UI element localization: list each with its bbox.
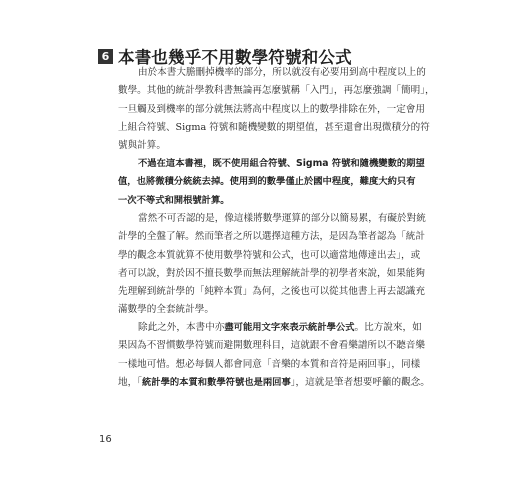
text-line — [118, 319, 422, 337]
text-line: 值，也將微積分統統去掉。使用到的數學僅止於國中程度，難度大約只有 — [118, 176, 416, 188]
text-segment: 」，這就是筆者想要呼籲的觀念。 — [290, 376, 430, 388]
paragraph-4 — [118, 319, 430, 392]
text-line: 滿數學的全套統計學。 — [118, 304, 214, 316]
text-line: 上組合符號、Sigma 符號和隨機變數的期望值，甚至還會出現微積分的符 — [118, 121, 430, 133]
text-line: 不過在這本書裡，既不使用組合符號、Sigma 符號和隨機變數的期望 — [138, 158, 425, 169]
paragraph-1 — [118, 64, 435, 155]
text-line: 一旦觸及到機率的部分就無法將高中程度以上的數學排除在外，一定會用 — [118, 103, 425, 115]
text-line: 一次不等式和開根號計算。 — [118, 194, 230, 206]
page-number: 16 — [99, 434, 112, 445]
section-number-badge: 6 — [98, 49, 113, 64]
section-title: 本書也幾乎不用數學符號和公式 — [118, 48, 352, 67]
text-segment: 。比方說來，如 — [354, 322, 422, 333]
text-line: 當然不可否認的是，像這樣將數學運算的部分以簡易累，有礙於對統 — [138, 213, 426, 224]
paragraph-2-emphasis — [118, 155, 425, 210]
text-line: 一樣地可惜。想必每個人都會同意「音樂的本質和音符是兩回事」，同樣 — [118, 358, 421, 370]
text-line: 數學。其他的統計學教科書無論再怎麼號稱「入門」，再怎麼強調「簡明」， — [118, 85, 435, 97]
bold-text: 統計學的本質和數學符號也是兩回事 — [141, 376, 291, 388]
text-line: 由於本書大膽刪掉機率的部分，所以就沒有必要用到高中程度以上的 — [138, 67, 426, 78]
text-line — [118, 374, 430, 392]
text-line: 計學的全盤了解。然而筆者之所以選擇這種方法，是因為筆者認為「統計 — [118, 231, 425, 243]
text-segment: 地，「 — [118, 376, 142, 388]
text-line: 者可以說，對於因不擅長數學而無法理解統計學的初學者來說，如果能夠 — [118, 267, 425, 279]
text-line: 號與計算。 — [118, 140, 166, 152]
text-line: 果因為不習慣數學符號而避開數理科目，這就跟不會看樂譜所以不聽音樂 — [118, 340, 425, 352]
bold-text: 盡可能用文字來表示統計學公式 — [224, 322, 355, 333]
text-segment: 除此之外，本書中亦 — [138, 322, 225, 333]
text-line: 先理解到統計學的「純粹本質」為何，之後也可以從其他書上再去認識充 — [118, 286, 425, 298]
text-line: 學的觀念本質就算不使用數學符號和公式，也可以適當地傳達出去」，或 — [118, 249, 421, 261]
paragraph-3 — [118, 210, 426, 320]
